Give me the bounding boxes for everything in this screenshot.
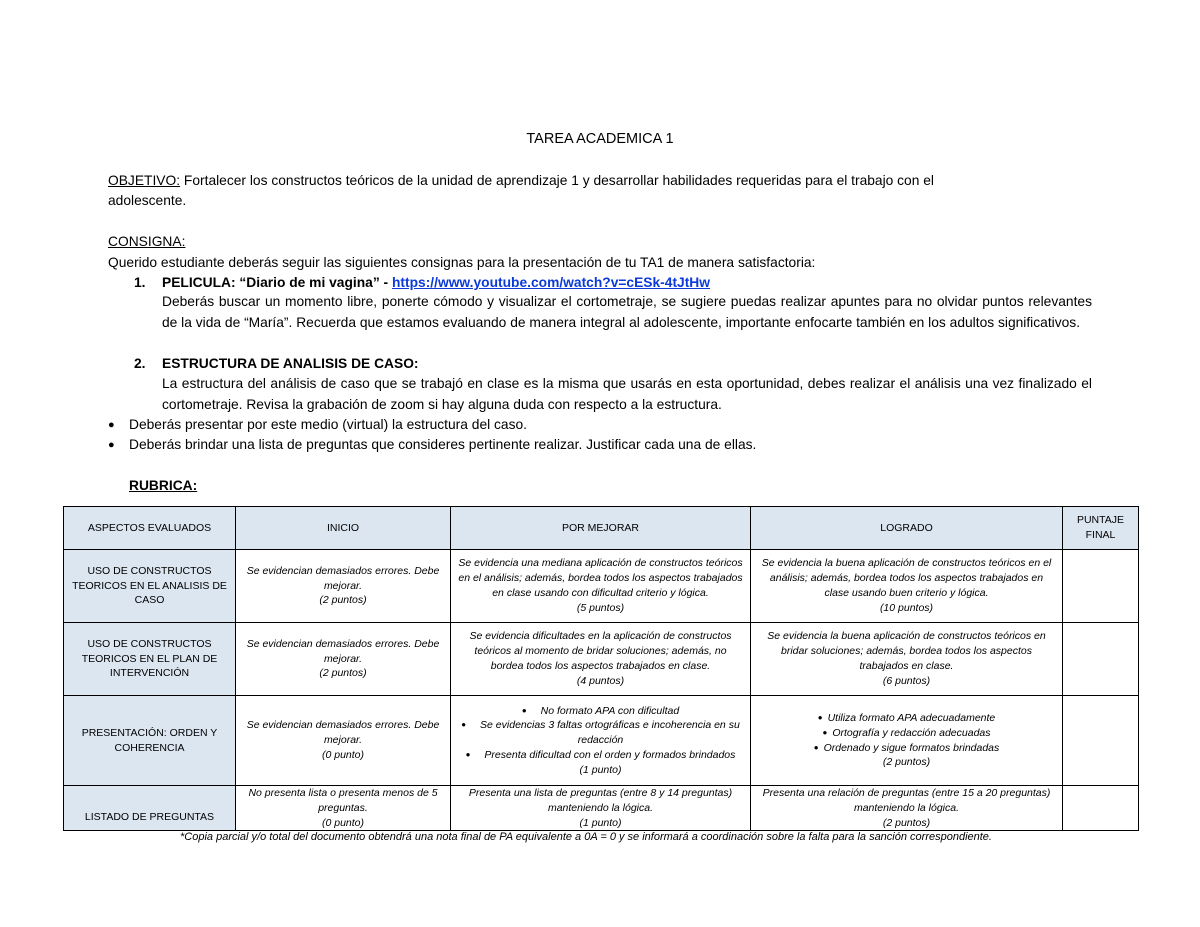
inicio-points: (0 punto) (321, 816, 365, 829)
bullet-dot-icon: ● (817, 712, 823, 722)
bullet-item (108, 415, 527, 435)
table-row (64, 696, 1139, 786)
rubric-header-row (64, 507, 1139, 550)
logrado-points: (2 puntos) (882, 816, 931, 829)
inicio-points: (0 punto) (321, 748, 365, 761)
objective-text-line2: adolescente. (108, 193, 187, 208)
list-item-text: Ortografía y redacción adecuadas (832, 726, 991, 739)
logrado-list (757, 711, 1056, 755)
bullet-item (108, 435, 756, 455)
inicio-cell (236, 786, 451, 831)
bullet-dot-icon: ● (521, 705, 527, 715)
item-2-heading: ESTRUCTURA DE ANALISIS DE CASO: (162, 356, 419, 371)
bullet-text: Deberás brindar una lista de preguntas que consideres pertinente realizar. Justificar cada una de ellas. (129, 437, 757, 452)
logrado-text: Presenta una relación de preguntas (entre 15 a 20 preguntas) manteniendo la lógica. (762, 787, 1051, 814)
header-inicio: INICIO (236, 507, 451, 550)
bullet-dot-icon: ● (461, 720, 467, 730)
list-item (757, 711, 1056, 726)
aspect-cell: LISTADO DE PREGUNTAS (64, 786, 236, 831)
por-mejorar-text: Se evidencia dificultades en la aplicación de constructos teóricos al momento de bridar soluciones; además, no bordea todos los aspectos trabajados en clase. (469, 630, 732, 672)
logrado-points: (10 puntos) (879, 601, 934, 614)
bullet-text: Deberás presentar por este medio (virtual) la estructura del caso. (129, 417, 527, 432)
inicio-points: (2 puntos) (319, 594, 367, 607)
puntaje-final-cell[interactable] (1063, 786, 1139, 831)
inicio-text: Se evidencian demasiados errores. Debe mejorar. (246, 564, 440, 592)
puntaje-final-cell[interactable] (1063, 623, 1139, 696)
item-2-body: La estructura del análisis de caso que se trabajó en clase es la misma que usarás en esta oportunidad, debes realizar el análisis una vez finalizado el cortometraje. Revisa la grabación de zoom si hay alguna duda con respecto a la estructura. (162, 376, 1092, 412)
por-mejorar-text: Se evidencia una mediana aplicación de constructos teóricos en el análisis; además, bordea todos los aspectos trabajados en clase usando con dificultad criterio y lógica. (458, 557, 743, 599)
table-row (64, 786, 1139, 831)
rubric-table (63, 506, 1139, 831)
bullet-dot-icon: ● (822, 727, 828, 737)
logrado-points: (2 puntos) (882, 756, 931, 769)
logrado-cell (751, 550, 1063, 623)
inicio-text: Se evidencian demasiados errores. Debe mejorar. (246, 719, 440, 747)
list-item (757, 741, 1056, 756)
puntaje-final-cell[interactable] (1063, 550, 1139, 623)
inicio-cell (236, 696, 451, 786)
item-1-heading-line (162, 273, 710, 293)
bullet-dot-icon: ● (108, 439, 115, 451)
objective-text-line1: Fortalecer los constructos teóricos de la unidad de aprendizaje 1 y desarrollar habilidades requeridas para el trabajo con el (180, 173, 934, 188)
objective-label: OBJETIVO: (108, 173, 181, 188)
table-row (64, 550, 1139, 623)
item-1-heading: PELICULA: “Diario de mi vagina” - (162, 275, 392, 290)
logrado-points: (6 puntos) (882, 674, 931, 687)
list-item-text: Utiliza formato APA adecuadamente (827, 711, 996, 724)
inicio-cell (236, 623, 451, 696)
bullet-dot-icon: ● (108, 419, 115, 431)
footnote: *Copia parcial y/o total del documento obtendrá una nota final de PA equivalente a 0A = 0 y se informará a coordinación sobre la falta para la sanción correspondiente. (180, 831, 992, 843)
por-mejorar-cell (451, 786, 751, 831)
item-2-number: 2. (134, 356, 146, 371)
logrado-text: Se evidencia la buena aplicación de constructos teóricos en el análisis; además, bordea todos los aspectos trabajados en clase usando buen criterio y lógica. (761, 557, 1052, 599)
objective-paragraph (108, 171, 934, 191)
item-1-body: Deberás buscar un momento libre, ponerte cómodo y visualizar el cortometraje, se sugiere puedas realizar apuntes para no olvidar puntos relevantes de la vida de “María”. Recuerda que estamos evaluando de manera integral al adolescente, importante enfocarte también en los adultos significativos. (162, 294, 1092, 330)
por-mejorar-text: Presenta una lista de preguntas (entre 8 y 14 preguntas) manteniendo la lógica. (468, 787, 733, 814)
logrado-cell (751, 786, 1063, 831)
por-mejorar-cell (451, 550, 751, 623)
por-mejorar-cell (451, 623, 751, 696)
list-item (457, 718, 744, 748)
por-mejorar-list (457, 704, 744, 763)
aspect-cell: USO DE CONSTRUCTOS TEORICOS EN EL ANALISIS DE CASO (64, 550, 236, 623)
list-item (457, 704, 744, 719)
bullet-dot-icon: ● (465, 749, 471, 759)
header-aspectos: ASPECTOS EVALUADOS (64, 507, 236, 550)
document-title: TAREA ACADEMICA 1 (526, 131, 674, 147)
logrado-text: Se evidencia la buena aplicación de constructos teóricos en bridar soluciones; además, bordea todos los aspectos trabajados en clase. (767, 630, 1046, 672)
consigna-label: CONSIGNA: (108, 234, 186, 249)
por-mejorar-points: (4 puntos) (576, 674, 625, 687)
header-puntaje-final: PUNTAJE FINAL (1063, 507, 1139, 550)
list-item-text: No formato APA con dificultad (540, 704, 680, 717)
aspect-cell: PRESENTACIÓN: ORDEN Y COHERENCIA (64, 696, 236, 786)
list-item (757, 726, 1056, 741)
list-item (457, 748, 744, 763)
video-link[interactable]: https://www.youtube.com/watch?v=cESk-4tJtHw (391, 275, 710, 290)
por-mejorar-cell (451, 696, 751, 786)
aspect-cell: USO DE CONSTRUCTOS TEORICOS EN EL PLAN DE INTERVENCIÓN (64, 623, 236, 696)
item-1-number: 1. (134, 275, 146, 290)
inicio-cell (236, 550, 451, 623)
list-item-text: Ordenado y sigue formatos brindadas (823, 741, 1000, 754)
inicio-points: (2 puntos) (319, 667, 367, 680)
por-mejorar-points: (1 punto) (579, 816, 622, 829)
por-mejorar-points: (1 punto) (579, 763, 622, 776)
list-item-text: Se evidencias 3 faltas ortográficas e incoherencia en su redacción (480, 719, 740, 747)
puntaje-final-cell[interactable] (1063, 696, 1139, 786)
rubrica-label: RUBRICA: (129, 478, 198, 493)
list-item-text: Presenta dificultad con el orden y formados brindados (484, 748, 736, 761)
bullet-dot-icon: ● (813, 742, 819, 752)
table-row (64, 623, 1139, 696)
consigna-intro: Querido estudiante deberás seguir las siguientes consignas para la presentación de tu TA1 de manera satisfactoria: (108, 255, 816, 270)
inicio-text: Se evidencian demasiados errores. Debe mejorar. (246, 637, 440, 665)
inicio-text: No presenta lista o presenta menos de 5 preguntas. (248, 787, 438, 814)
logrado-cell (751, 623, 1063, 696)
header-logrado: LOGRADO (751, 507, 1063, 550)
por-mejorar-points: (5 puntos) (576, 601, 625, 614)
header-por-mejorar: POR MEJORAR (451, 507, 751, 550)
logrado-cell (751, 696, 1063, 786)
